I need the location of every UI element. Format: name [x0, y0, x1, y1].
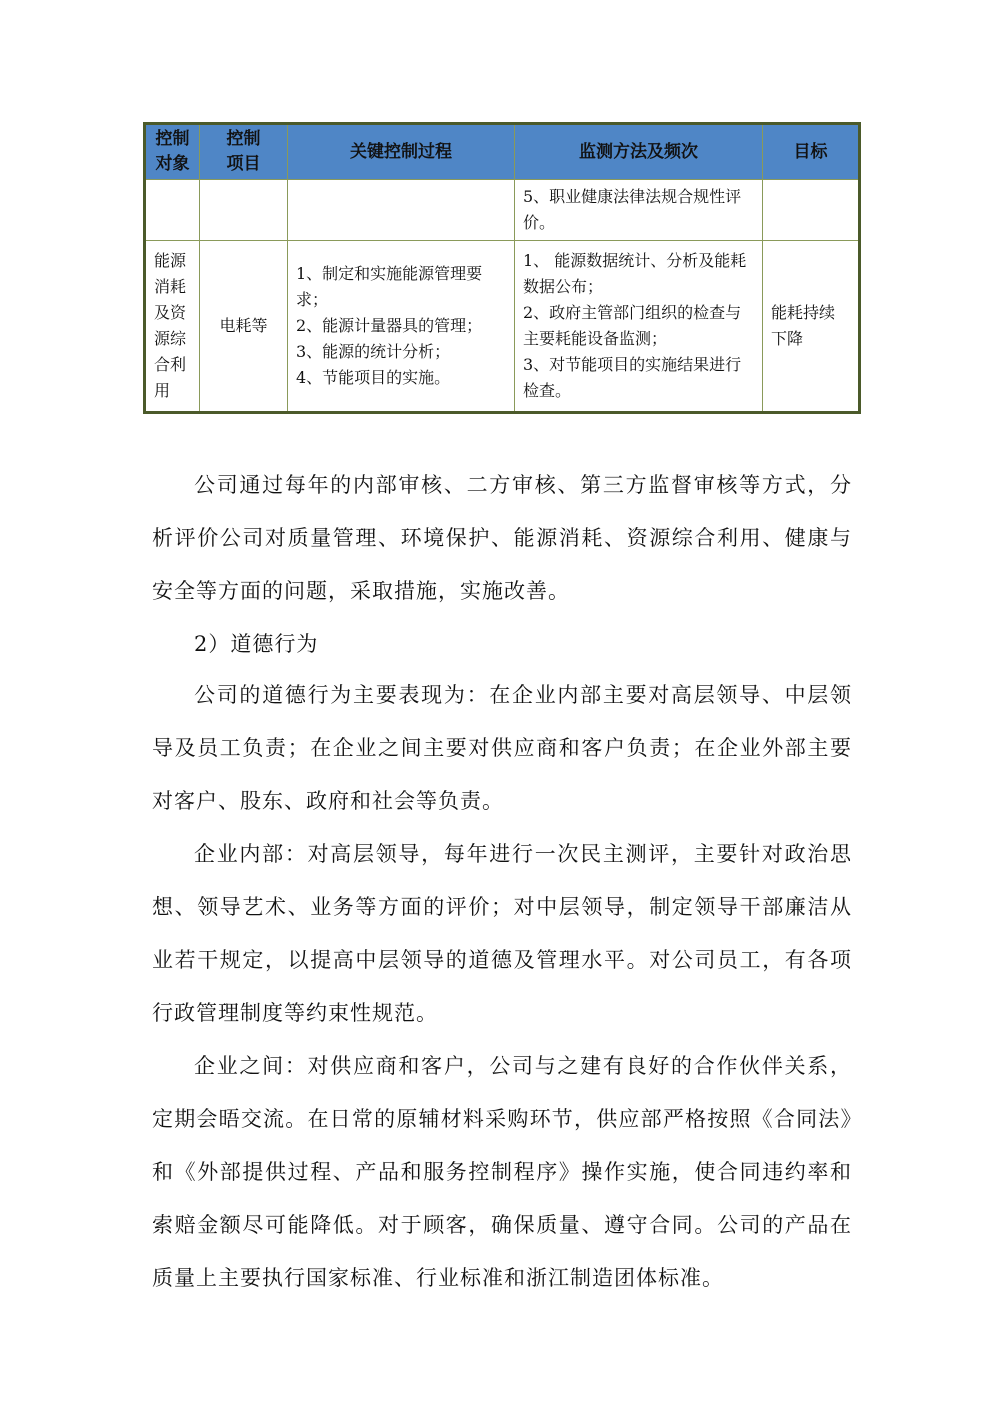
cell-method: 5、职业健康法律法规合规性评价。 — [515, 180, 763, 241]
cell-object — [145, 180, 200, 241]
paragraph-audit: 公司通过每年的内部审核、二方审核、第三方监督审核等方式，分析评价公司对质量管理、环境保护、能源消耗、资源综合利用、健康与安全等方面的问题，采取措施，实施改善。 — [152, 473, 852, 603]
header-control-item: 控制 项目 — [200, 124, 288, 180]
cell-method — [515, 241, 763, 413]
cell-target — [763, 180, 860, 241]
process-line: 3、能源的统计分析； — [296, 342, 451, 361]
process-line: 4、节能项目的实施。 — [296, 368, 451, 387]
paragraph-between-enterprises: 企业之间：对供应商和客户，公司与之建有良好的合作伙伴关系，定期会晤交流。在日常的原辅材料采购环节，供应部严格按照《合同法》和《外部提供过程、产品和服务控制程序》操作实施，使合同违约率和索赔金额尽可能降低。对于顾客，确保质量、遵守合同。公司的产品在质量上主要执行国家标准、行业标准和浙江制造团体标准。 — [152, 1054, 852, 1290]
process-line: 2、能源计量器具的管理； — [296, 316, 483, 335]
cell-process — [288, 241, 515, 413]
process-line: 1、制定和实施能源管理要求； — [296, 264, 483, 309]
cell-item: 电耗等 — [200, 241, 288, 413]
cell-object: 能源消耗及资源综合利用 — [145, 241, 200, 413]
cell-target: 能耗持续下降 — [763, 241, 860, 413]
table-row — [145, 241, 860, 413]
header-key-process: 关键控制过程 — [288, 124, 515, 180]
paragraph-ethics-overview: 公司的道德行为主要表现为：在企业内部主要对高层领导、中层领导及员工负责；在企业之间主要对供应商和客户负责；在企业外部主要对客户、股东、政府和社会等负责。 — [152, 683, 852, 813]
cell-process — [288, 180, 515, 241]
header-control-object: 控制 对象 — [145, 124, 200, 180]
table-header-row — [145, 124, 860, 180]
method-line: 3、对节能项目的实施结果进行检查。 — [523, 355, 742, 400]
method-line: 1、 能源数据统计、分析及能耗数据公布； — [523, 251, 747, 296]
method-line: 2、政府主管部门组织的检查与主要耗能设备监测； — [523, 303, 742, 348]
cell-item — [200, 180, 288, 241]
header-monitor-method: 监测方法及频次 — [515, 124, 763, 180]
paragraph-internal: 企业内部：对高层领导，每年进行一次民主测评，主要针对政治思想、领导艺术、业务等方面的评价；对中层领导，制定领导干部廉洁从业若干规定，以提高中层领导的道德及管理水平。对公司员工，有各项行政管理制度等约束性规范。 — [152, 842, 852, 1025]
table-row — [145, 180, 860, 241]
control-table — [143, 122, 861, 414]
section-heading-ethics: 2）道德行为 — [194, 632, 319, 656]
header-target: 目标 — [763, 124, 860, 180]
